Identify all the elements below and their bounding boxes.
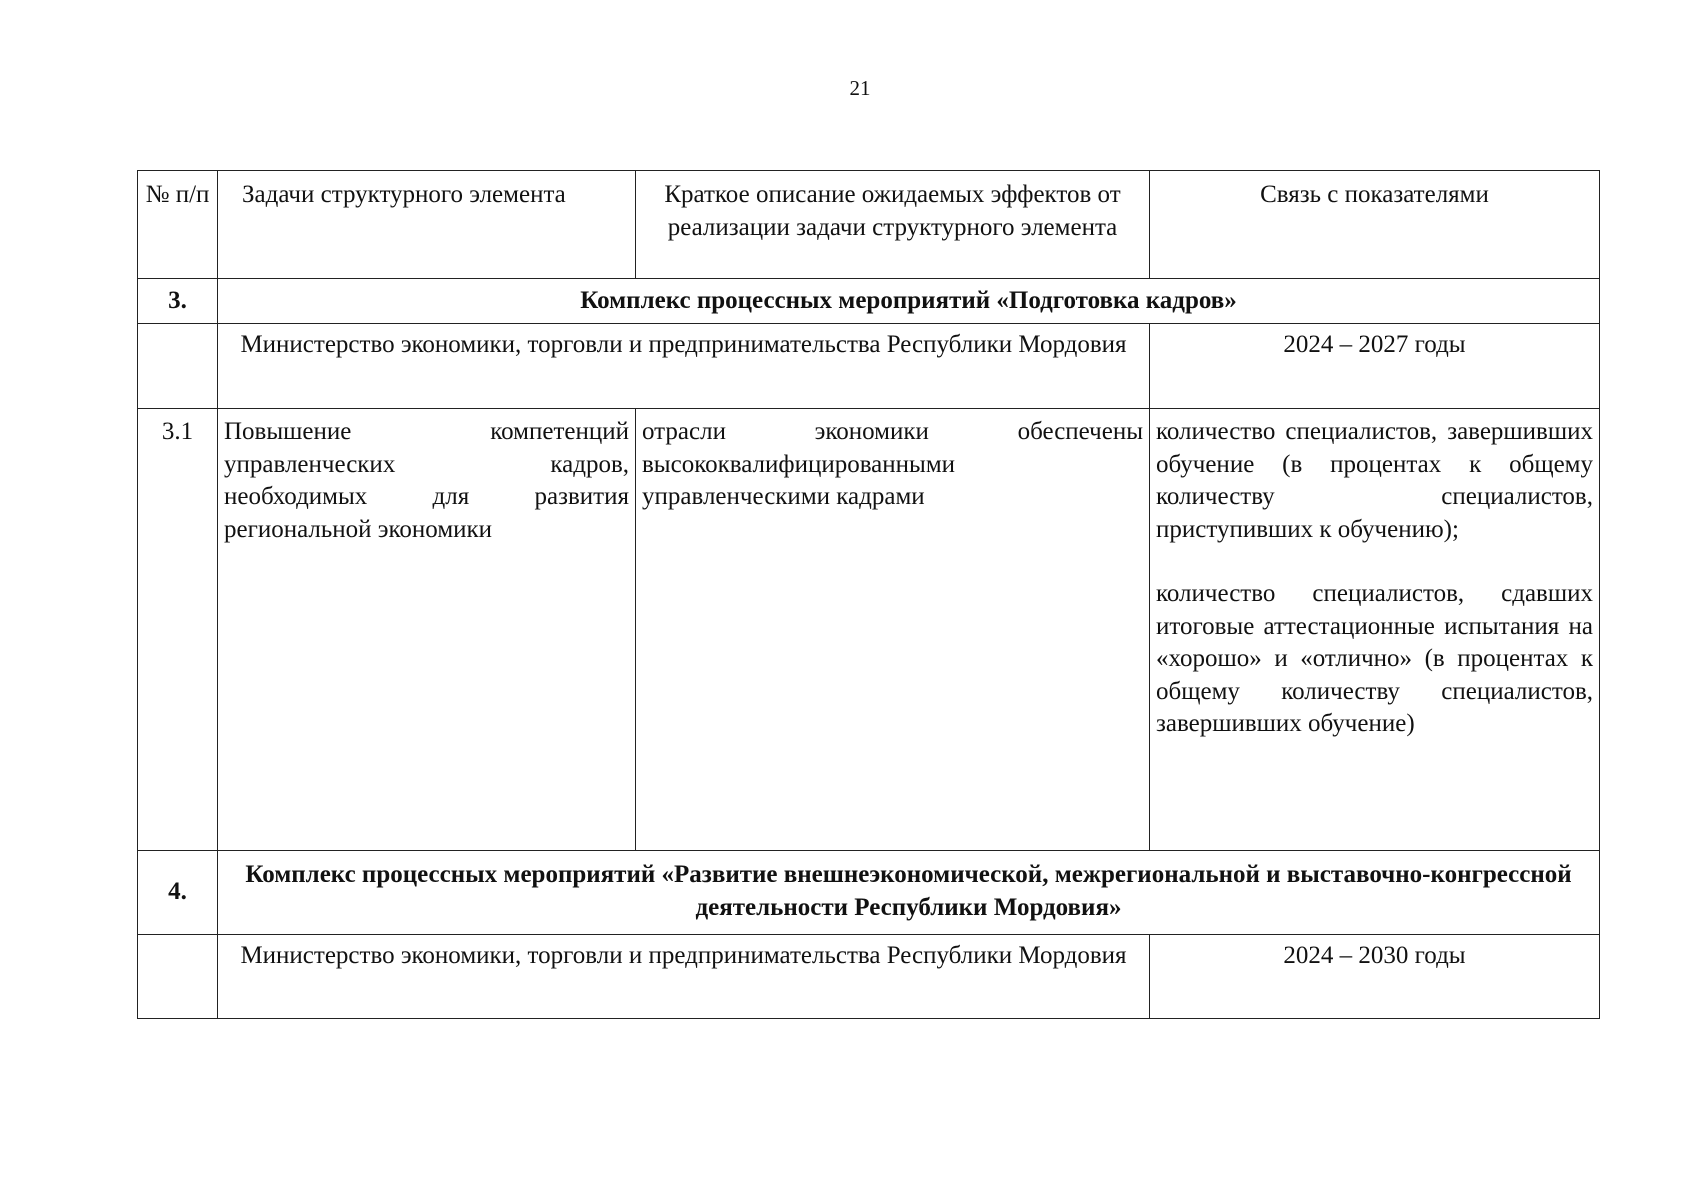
section-row <box>138 851 1600 935</box>
responsible-executor: Министерство экономики, торговли и предпринимательства Республики Мордовия <box>218 935 1150 1019</box>
header-effects-label: Краткое описание ожидаемых эффектов от реализации задачи структурного элемента <box>664 181 1121 241</box>
empty-cell <box>138 935 218 1019</box>
task-effect: отрасли экономики обеспечены высококвалифицированными управленческими кадрами <box>636 409 1150 851</box>
empty-cell <box>138 324 218 409</box>
header-num-label: № п/п <box>145 181 210 208</box>
header-tasks-label: Задачи структурного элемента <box>242 181 566 208</box>
structural-elements-table <box>137 170 1600 1019</box>
header-cell-effects <box>636 171 1150 279</box>
section-title: Комплекс процессных мероприятий «Подготовка кадров» <box>218 279 1600 324</box>
indicator-text: количество специалистов, завершивших обучение (в процентах к общему количеству специалистов, приступивших к обучению); <box>1156 418 1593 543</box>
implementation-period: 2024 – 2030 годы <box>1150 935 1600 1019</box>
section-number: 3. <box>138 279 218 324</box>
table-header-row <box>138 171 1600 279</box>
indicator-text: количество специалистов, сдавших итоговые аттестационные испытания на «хорошо» и «отлично» (в процентах к общему количеству специалистов, завершивших обучение) <box>1156 580 1593 737</box>
section-number: 4. <box>138 851 218 935</box>
responsible-executor: Министерство экономики, торговли и предпринимательства Республики Мордовия <box>218 324 1150 409</box>
task-number: 3.1 <box>138 409 218 851</box>
responsible-row <box>138 324 1600 409</box>
section-row <box>138 279 1600 324</box>
section-title: Комплекс процессных мероприятий «Развитие внешнеэкономической, межрегиональной и выставочно-конгрессной деятельности Республики Мордовия» <box>218 851 1600 935</box>
implementation-period: 2024 – 2027 годы <box>1150 324 1600 409</box>
task-row <box>138 409 1600 851</box>
page-number: 21 <box>849 76 871 100</box>
header-cell-indicators <box>1150 171 1600 279</box>
header-cell-num <box>138 171 218 279</box>
header-cell-tasks <box>218 171 636 279</box>
header-indicators-label: Связь с показателями <box>1260 181 1489 208</box>
responsible-row <box>138 935 1600 1019</box>
task-indicators <box>1150 409 1600 851</box>
task-description: Повышение компетенций управленческих кадров, необходимых для развития региональной экономики <box>218 409 636 851</box>
